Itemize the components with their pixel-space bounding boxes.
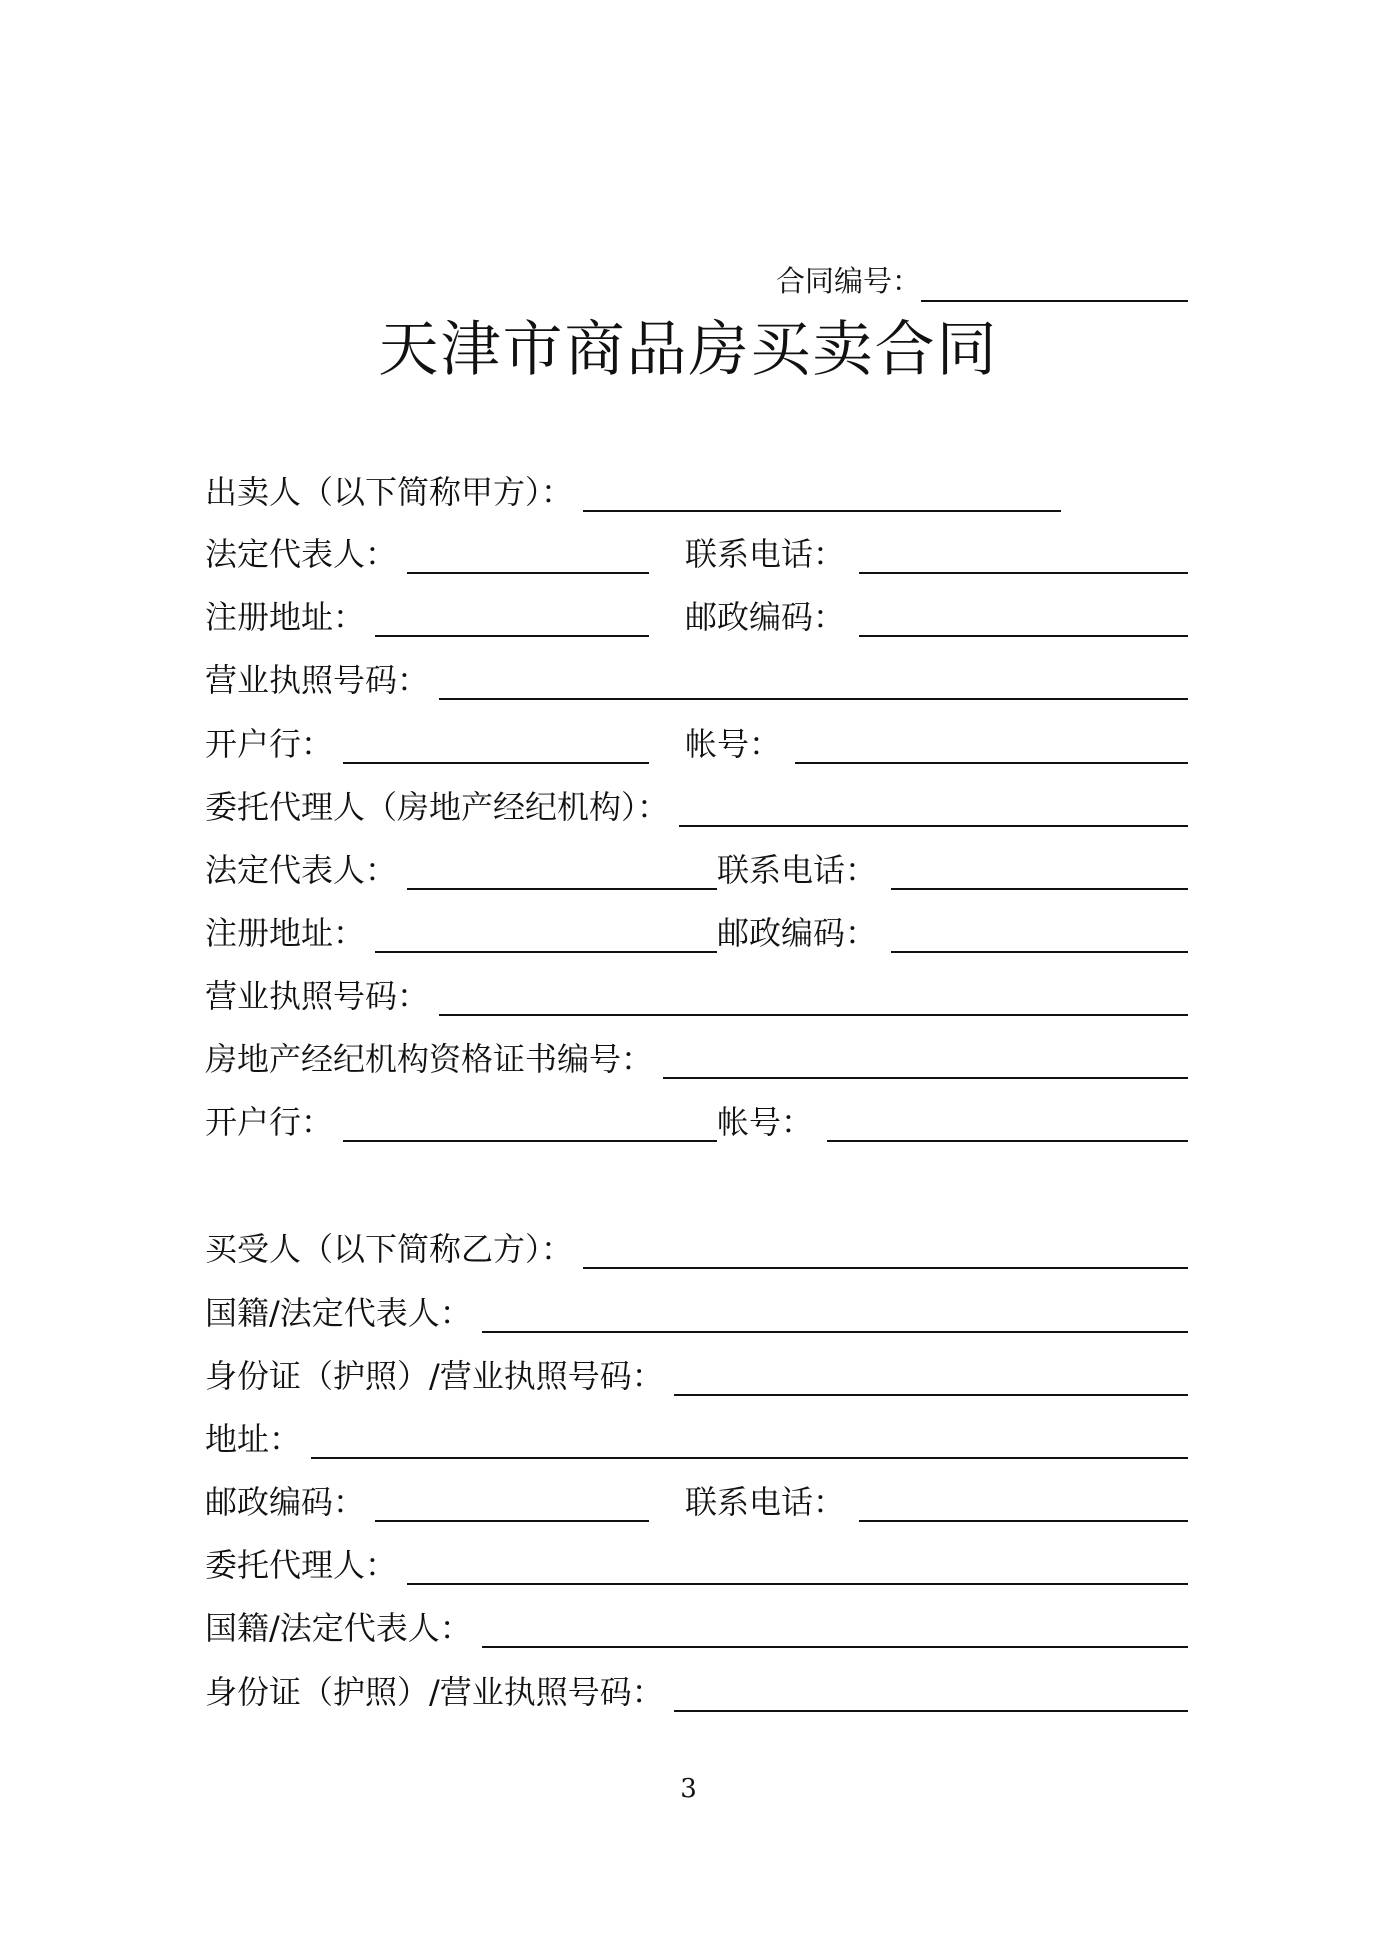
agent-bank-blank[interactable] — [343, 1139, 717, 1142]
agent-postcode-blank[interactable] — [891, 950, 1188, 953]
seller-address-label: 注册地址： — [205, 598, 366, 636]
agent-license-label: 营业执照号码： — [205, 977, 430, 1015]
seller-account-blank[interactable] — [795, 761, 1188, 764]
contract-number-blank[interactable] — [921, 299, 1188, 302]
agent-address-blank[interactable] — [375, 950, 717, 953]
document-title: 天津市商品房买卖合同 — [378, 315, 999, 385]
agent-name-blank[interactable] — [679, 824, 1188, 827]
agent-phone-label: 联系电话： — [717, 851, 878, 889]
seller-license-blank[interactable] — [439, 697, 1188, 700]
page-number: 3 — [680, 1774, 697, 1804]
agent-name-label: 委托代理人（房地产经纪机构）： — [205, 788, 670, 826]
seller-name-blank[interactable] — [583, 509, 1061, 512]
buyer-postcode-row — [205, 1474, 1188, 1522]
buyer-nationality-blank[interactable] — [482, 1330, 1188, 1333]
seller-phone-blank[interactable] — [859, 571, 1188, 574]
agent-phone-blank[interactable] — [891, 887, 1188, 890]
seller-bank-row — [205, 716, 1188, 764]
seller-postcode-label: 邮政编码： — [685, 598, 846, 636]
buyer-address-blank[interactable] — [311, 1456, 1188, 1459]
buyer-agent-nationality-row — [205, 1600, 1188, 1648]
seller-address-blank[interactable] — [375, 634, 649, 637]
seller-account-label: 帐号： — [685, 725, 782, 763]
agent-account-blank[interactable] — [827, 1139, 1188, 1142]
seller-bank-blank[interactable] — [343, 761, 649, 764]
buyer-address-label: 地址： — [205, 1420, 302, 1458]
buyer-postcode-label: 邮政编码： — [205, 1483, 366, 1521]
seller-address-row — [205, 589, 1188, 637]
agent-postcode-label: 邮政编码： — [717, 914, 878, 952]
buyer-nationality-row — [205, 1285, 1188, 1333]
buyer-id-row — [205, 1348, 1188, 1396]
seller-name-label: 出卖人（以下简称甲方）： — [205, 473, 574, 511]
agent-legal-rep-label: 法定代表人： — [205, 851, 398, 889]
seller-postcode-blank[interactable] — [859, 634, 1188, 637]
seller-license-row — [205, 652, 1188, 700]
seller-license-label: 营业执照号码： — [205, 661, 430, 699]
buyer-nationality-label: 国籍/法定代表人： — [205, 1294, 472, 1332]
buyer-agent-label: 委托代理人： — [205, 1546, 398, 1584]
buyer-agent-id-label: 身份证（护照）/营业执照号码： — [205, 1673, 664, 1711]
seller-legal-rep-blank[interactable] — [407, 571, 649, 574]
seller-legal-rep-row — [205, 526, 1188, 574]
agent-cert-label: 房地产经纪机构资格证书编号： — [205, 1040, 654, 1078]
buyer-name-row — [205, 1221, 1188, 1269]
agent-cert-row — [205, 1031, 1188, 1079]
agent-address-row — [205, 905, 1188, 953]
buyer-name-label: 买受人（以下简称乙方）： — [205, 1230, 574, 1268]
seller-legal-rep-label: 法定代表人： — [205, 535, 398, 573]
agent-legal-rep-row — [205, 842, 1188, 890]
buyer-agent-id-blank[interactable] — [674, 1709, 1188, 1712]
buyer-id-blank[interactable] — [674, 1393, 1188, 1396]
agent-legal-rep-blank[interactable] — [407, 887, 717, 890]
buyer-name-blank[interactable] — [583, 1266, 1188, 1269]
buyer-phone-blank[interactable] — [859, 1519, 1188, 1522]
buyer-agent-nationality-blank[interactable] — [482, 1645, 1188, 1648]
agent-bank-row — [205, 1094, 1188, 1142]
seller-name-row — [205, 464, 1188, 512]
buyer-agent-nationality-label: 国籍/法定代表人： — [205, 1609, 472, 1647]
buyer-address-row — [205, 1411, 1188, 1459]
contract-number-label: 合同编号： — [776, 264, 922, 298]
buyer-agent-blank[interactable] — [407, 1582, 1188, 1585]
agent-license-blank[interactable] — [439, 1013, 1188, 1016]
buyer-id-label: 身份证（护照）/营业执照号码： — [205, 1357, 664, 1395]
agent-address-label: 注册地址： — [205, 914, 366, 952]
buyer-agent-id-row — [205, 1664, 1188, 1712]
buyer-phone-label: 联系电话： — [685, 1483, 846, 1521]
agent-bank-label: 开户行： — [205, 1103, 334, 1141]
seller-phone-label: 联系电话： — [685, 535, 846, 573]
buyer-agent-row — [205, 1537, 1188, 1585]
contract-number-field — [776, 258, 1188, 302]
agent-account-label: 帐号： — [717, 1103, 814, 1141]
agent-cert-blank[interactable] — [663, 1076, 1188, 1079]
agent-license-row — [205, 968, 1188, 1016]
buyer-postcode-blank[interactable] — [375, 1519, 649, 1522]
seller-bank-label: 开户行： — [205, 725, 334, 763]
agent-name-row — [205, 779, 1188, 827]
